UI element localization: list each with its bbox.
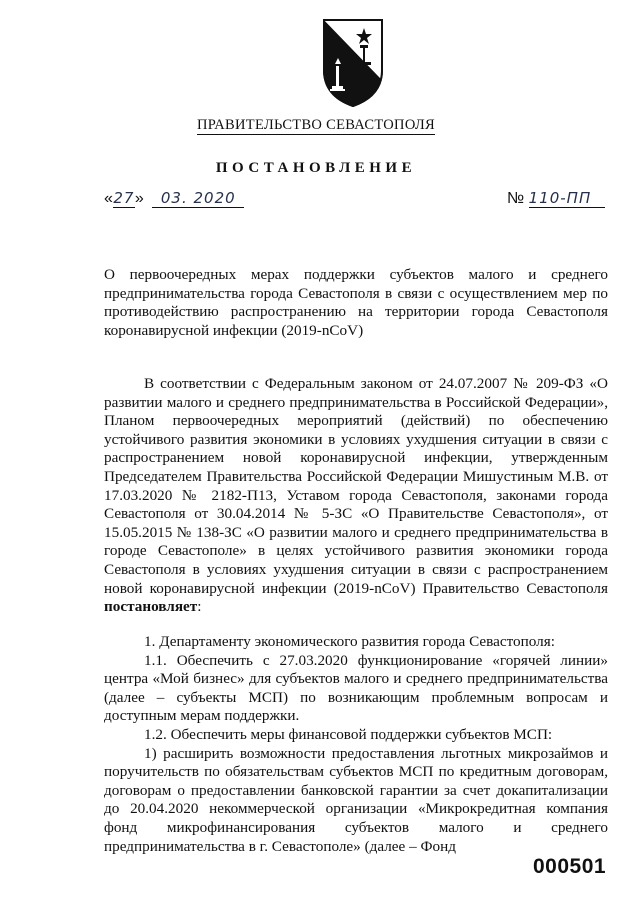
list-item: 1.1. Обеспечить с 27.03.2020 функционирование «горячей линии» центра «Мой бизнес» для субъектов малого и среднего предпринимательства (далее – субъекты МСП) по возникающим проблемным вопросам и доступным мерам поддержки.	[104, 651, 608, 725]
page-serial-number: 000501	[533, 855, 607, 878]
preamble-paragraph: В соответствии с Федеральным законом от 24.07.2007 № 209-ФЗ «О развитии малого и среднего предпринимательства в Российской Федерации», Планом первоочередных мероприятий (действий) по обеспечению устойчивого развития экономики в условиях ухудшения ситуации в связи с распространением новой коронавирусной инфекции, утвержденным Председателем Правительства Российской Федерации Мишустиным М.В. от 17.03.2020 № 2182-П13, Уставом города Севастополя, законами города Севастополя от 30.04.2014 № 5-ЗС «О Правительстве Севастополя», от 15.05.2015 № 138-ЗС «О развитии малого и среднего предпринимательства в городе Севастополе» в целях устойчивого развития экономики города Севастополя в условиях ухудшения ситуации в связи с распространением новой коронавирусной инфекции (2019-nCoV) Правительство Севастополя постановляет:	[104, 375, 608, 616]
document-subject: О первоочередных мерах поддержки субъектов малого и среднего предпринимательства города Севастополя в связи с осуществлением мер по противодействию распространению на территории города Севастополя коронавирусной инфекции (2019-nCoV)	[104, 266, 608, 339]
document-number-handwritten: 110-ПП	[529, 190, 605, 208]
list-item: 1.2. Обеспечить меры финансовой поддержки субъектов МСП:	[144, 725, 553, 743]
date-month-year-handwritten: 03. 2020	[152, 190, 244, 208]
document-type-title: ПОСТАНОВЛЕНИЕ	[215, 160, 417, 176]
document-date: «27» 03. 2020	[104, 190, 244, 208]
government-name: ПРАВИТЕЛЬСТВО СЕВАСТОПОЛЯ	[197, 117, 435, 133]
date-day-handwritten: 27	[113, 189, 135, 207]
resolution-items	[104, 633, 608, 856]
resolution-keyword: постановляет	[104, 598, 198, 616]
list-item: 1. Департаменту экономического развития города Севастополя:	[144, 633, 555, 650]
document-number: № 110-ПП	[507, 190, 605, 208]
list-item: 1) расширить возможности предоставления льготных микрозаймов и поручительств по обязательствам субъектов МСП по кредитным договорам, договорам о предоставлении банковской гарантии за счет докапитализации до 20.04.2020 некоммерческой организации «Микрокредитная компания фонд микрофинансирования субъектов малого и среднего предпринимательства в г. Севастополе» (далее – Фонд	[104, 744, 608, 855]
sevastopol-coat-of-arms-icon	[322, 18, 384, 108]
